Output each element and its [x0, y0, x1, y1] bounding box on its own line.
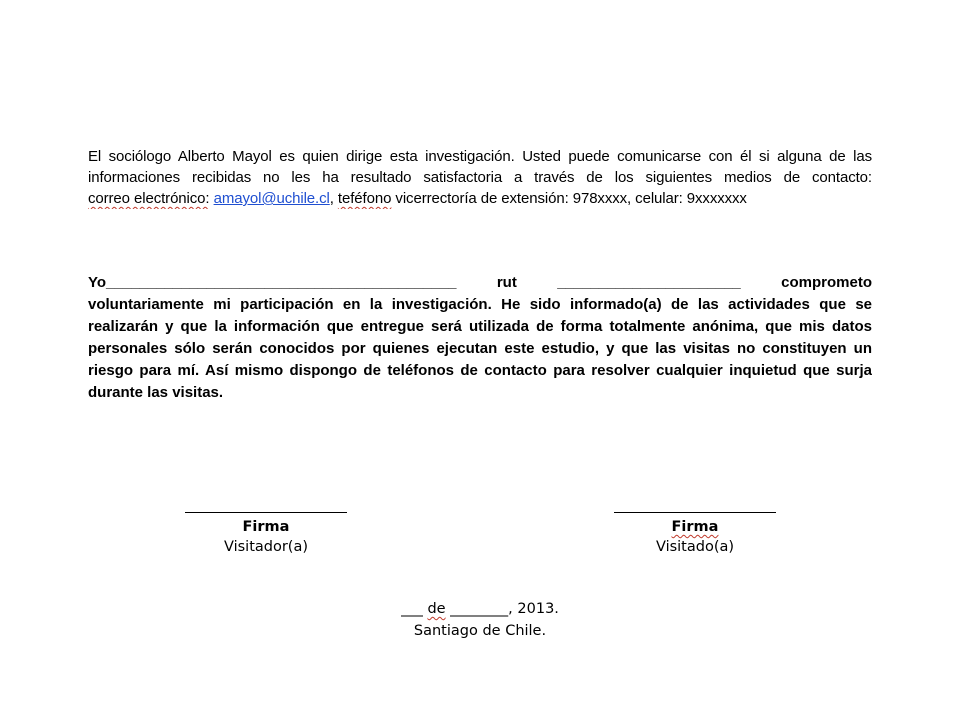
contact-label: correo electrónico:: [88, 190, 210, 207]
phone-word: teféfono: [337, 190, 392, 207]
consent-line-2: voluntariamente mi participación en la investigación. He sido informado(a) de las actividades que se: [88, 296, 872, 313]
info-paragraph: [88, 146, 872, 209]
consent-line-5: riesgo para mí. Así mismo dispongo de teléfonos de contacto para resolver cualquier inquietud que surja: [88, 362, 872, 379]
consent-line-1: Yo__________________________________________ rut ______________________ comprometo: [88, 274, 872, 291]
signature-title: Firma: [671, 519, 719, 535]
signature-title: Firma: [242, 519, 290, 535]
signature-role: Visitado(a): [655, 539, 735, 555]
info-line-1: El sociólogo Alberto Mayol es quien dirige esta investigación. Usted puede comunicarse con él si alguna de las: [88, 148, 872, 165]
email-link[interactable]: amayol@uchile.cl: [213, 190, 330, 207]
signature-line: [185, 512, 347, 513]
consent-line-6: durante las visitas.: [88, 384, 224, 401]
date-line: ___ de ________, 2013.: [401, 601, 559, 617]
signature-visitado: [605, 512, 785, 557]
place-line: Santiago de Chile.: [413, 623, 547, 639]
info-line-2: informaciones recibidas no les ha resultado satisfactoria a través de los siguientes medios de contacto:: [88, 169, 872, 186]
signature-role: Visitador(a): [223, 539, 309, 555]
info-line-3: correo electrónico: amayol@uchile.cl, teféfono vicerrectoría de extensión: 978xxxx, celular: 9xxxxxxx: [88, 190, 747, 207]
date-block: [360, 598, 600, 642]
signature-visitador: [176, 512, 356, 557]
contact-numbers: vicerrectoría de extensión: 978xxxx, celular: 9xxxxxxx: [395, 190, 747, 207]
consent-line-4: personales sólo serán conocidos por quienes ejecutan este estudio, y que las visitas no constituyen un: [88, 340, 872, 357]
consent-paragraph: [88, 272, 872, 404]
signature-line: [614, 512, 776, 513]
consent-line-3: realizarán y que la información que entregue será utilizada de forma totalmente anónima, que mis datos: [88, 318, 872, 335]
